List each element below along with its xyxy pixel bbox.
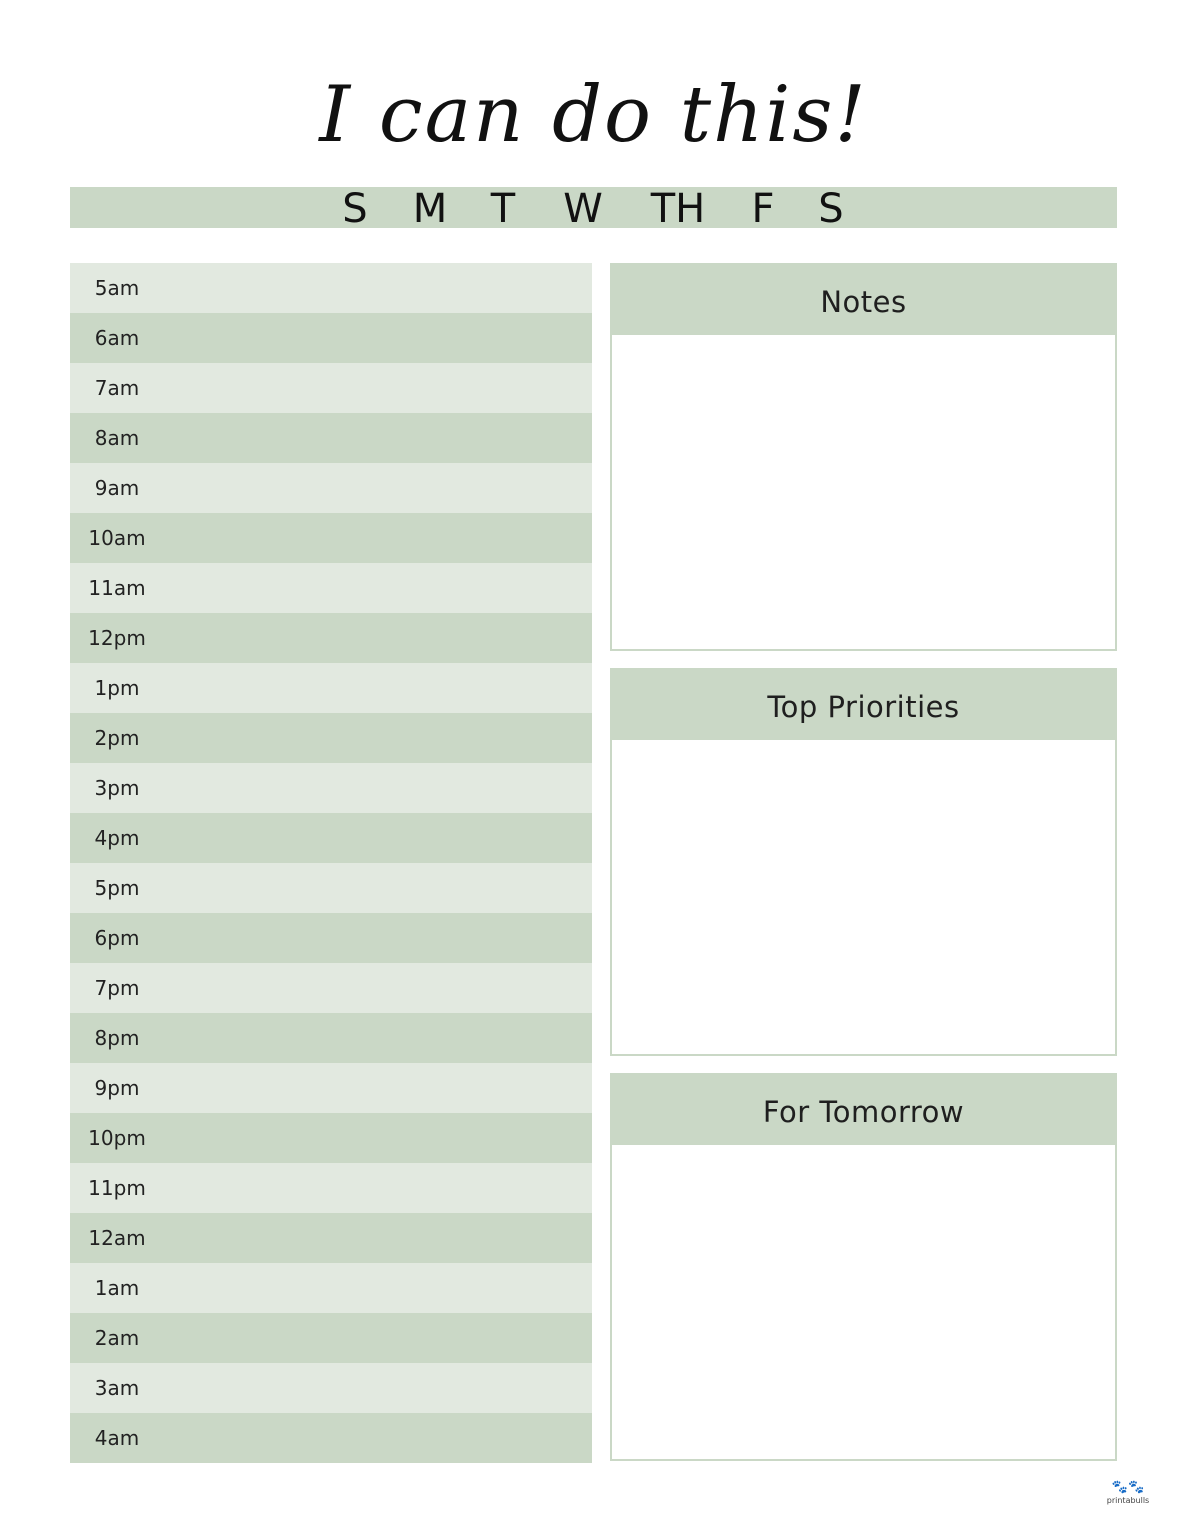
time-row[interactable] <box>70 1113 592 1163</box>
time-row[interactable] <box>70 1363 592 1413</box>
day-sunday[interactable]: S <box>342 186 368 232</box>
brand-logo <box>1100 1480 1156 1512</box>
time-label: 6am <box>94 326 140 350</box>
time-row[interactable] <box>70 963 592 1013</box>
time-row[interactable] <box>70 1213 592 1263</box>
time-label: 1am <box>94 1276 140 1300</box>
time-label: 7am <box>94 376 140 400</box>
notes-header: Notes <box>612 265 1115 335</box>
time-row[interactable] <box>70 1263 592 1313</box>
top-priorities-header: Top Priorities <box>612 670 1115 740</box>
time-row[interactable] <box>70 413 592 463</box>
time-label: 1pm <box>94 676 140 700</box>
top-priorities-box <box>610 668 1117 1056</box>
time-row[interactable] <box>70 1063 592 1113</box>
time-row[interactable] <box>70 463 592 513</box>
top-priorities-area[interactable] <box>612 740 1115 1054</box>
notes-area[interactable] <box>612 335 1115 649</box>
time-row[interactable] <box>70 913 592 963</box>
time-label: 9am <box>94 476 140 500</box>
time-label: 5pm <box>94 876 140 900</box>
time-label: 3pm <box>94 776 140 800</box>
time-label: 11pm <box>88 1176 146 1200</box>
day-saturday[interactable]: S <box>818 186 844 232</box>
time-row[interactable] <box>70 763 592 813</box>
day-friday[interactable]: F <box>751 186 775 232</box>
day-monday[interactable]: M <box>412 186 448 232</box>
weekday-bar <box>70 186 1117 232</box>
time-row[interactable] <box>70 613 592 663</box>
time-label: 11am <box>88 576 146 600</box>
time-row[interactable] <box>70 313 592 363</box>
time-row[interactable] <box>70 513 592 563</box>
time-label: 12pm <box>88 626 146 650</box>
brand-name: printabulls <box>1106 1496 1150 1505</box>
time-label: 3am <box>94 1376 140 1400</box>
hourly-schedule <box>70 263 592 1463</box>
for-tomorrow-box <box>610 1073 1117 1461</box>
time-label: 12am <box>88 1226 146 1250</box>
time-label: 9pm <box>94 1076 140 1100</box>
day-thursday[interactable]: TH <box>650 186 706 232</box>
page-title: I can do this! <box>319 70 868 160</box>
time-label: 8pm <box>94 1026 140 1050</box>
time-row[interactable] <box>70 263 592 313</box>
for-tomorrow-header: For Tomorrow <box>612 1075 1115 1145</box>
time-label: 2am <box>94 1326 140 1350</box>
time-row[interactable] <box>70 1013 592 1063</box>
time-label: 7pm <box>94 976 140 1000</box>
day-wednesday[interactable]: W <box>563 186 603 232</box>
time-row[interactable] <box>70 863 592 913</box>
time-row[interactable] <box>70 713 592 763</box>
time-label: 10pm <box>88 1126 146 1150</box>
time-row[interactable] <box>70 663 592 713</box>
time-row[interactable] <box>70 813 592 863</box>
notes-box <box>610 263 1117 651</box>
time-label: 6pm <box>94 926 140 950</box>
for-tomorrow-area[interactable] <box>612 1145 1115 1459</box>
time-label: 4am <box>94 1426 140 1450</box>
time-row[interactable] <box>70 1163 592 1213</box>
time-row[interactable] <box>70 563 592 613</box>
time-label: 4pm <box>94 826 140 850</box>
time-row[interactable] <box>70 1313 592 1363</box>
time-label: 5am <box>94 276 140 300</box>
paw-icon: 🐾🐾 <box>1111 1480 1145 1495</box>
time-label: 10am <box>88 526 146 550</box>
time-row[interactable] <box>70 363 592 413</box>
time-label: 8am <box>94 426 140 450</box>
day-tuesday[interactable]: T <box>490 186 516 232</box>
time-label: 2pm <box>94 726 140 750</box>
time-row[interactable] <box>70 1413 592 1463</box>
